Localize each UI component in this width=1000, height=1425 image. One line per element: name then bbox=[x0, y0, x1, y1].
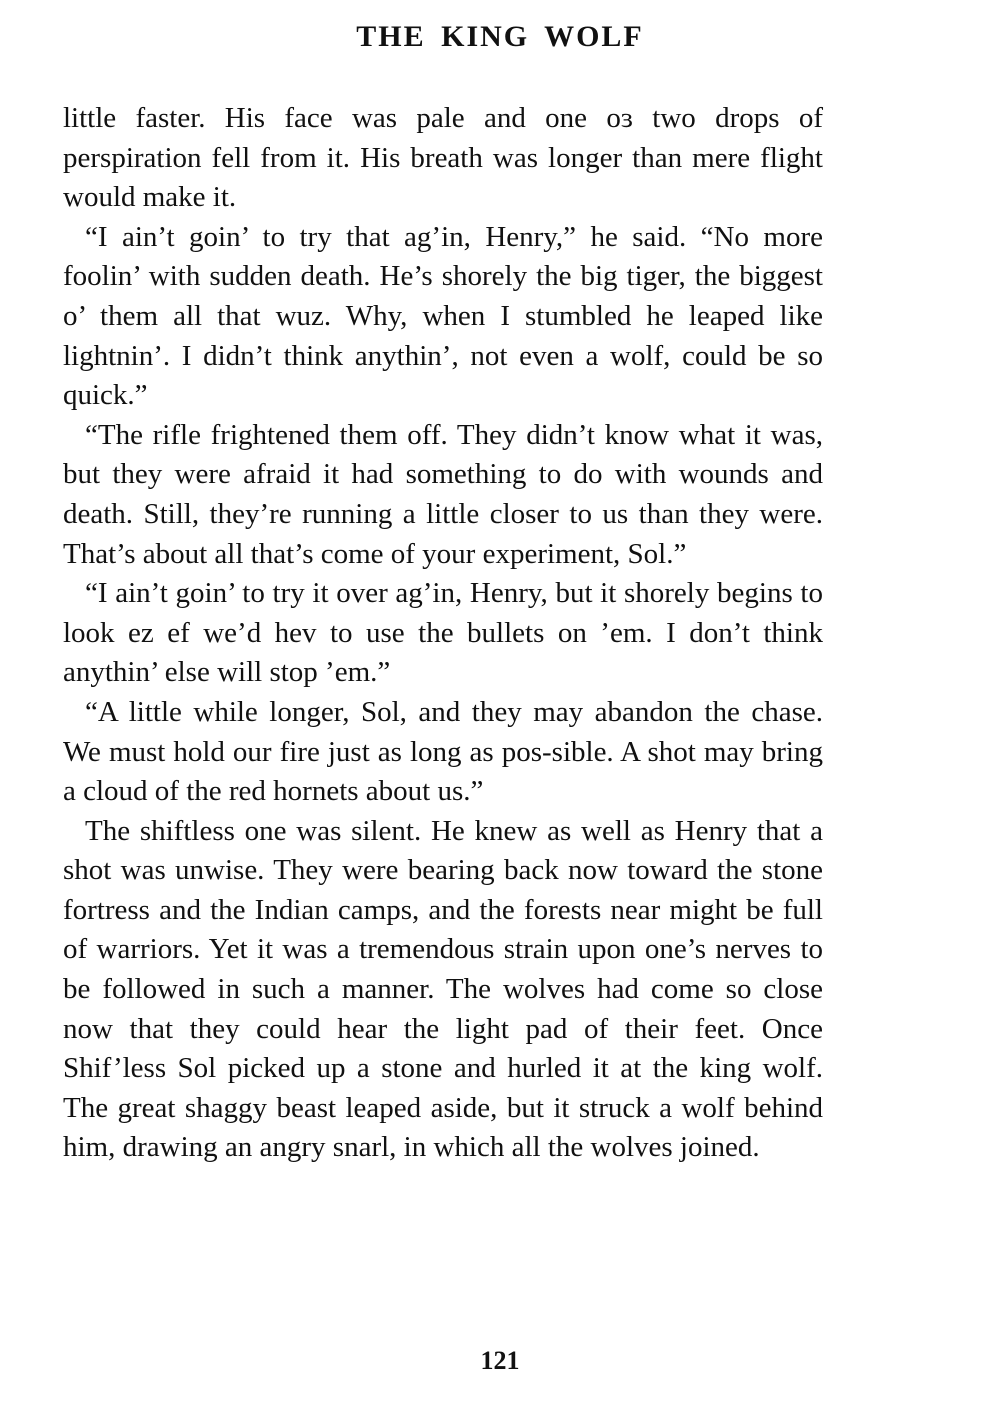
running-head-title: THE KING WOLF bbox=[356, 20, 644, 53]
paragraph-henry-quote-1: “The rifle frightened them off. They didn’t know what it was, but they were afraid it had something to do with wounds and death. Still, they’re running a little closer to us than they were. That’s about all that’s come of your experiment, Sol.” bbox=[63, 418, 823, 570]
paragraph-continuation: little faster. His face was pale and one oɜ two drops of perspiration fell from it. His breath was longer than mere flight would make it. bbox=[63, 102, 823, 214]
paragraph-henry-quote-2: “A little while longer, Sol, and they may abandon the chase. We must hold our fire just as long as pos-sible. A shot may bring a cloud of the red hornets about us.” bbox=[63, 695, 823, 808]
paragraph-sol-quote-1: “I ain’t goin’ to try that ag’in, Henry,” he said. “No more foolin’ with sudden death. He’s shorely the big tiger, the biggest o’ them all that wuz. Why, when I stumbled he leaped like lightnin’. I didn’t think anythin’, not even a wolf, could be so quick.” bbox=[63, 220, 823, 412]
paragraph-sol-quote-2: “I ain’t goin’ to try it over ag’in, Henry, but it shorely begins to look ez ef we’d hev to use the bullets on ’em. I don’t think anythin’ else will stop ’em.” bbox=[63, 577, 823, 689]
body-text bbox=[63, 99, 823, 1168]
paragraph-narration: The shiftless one was silent. He knew as well as Henry that a shot was unwise. They were bearing back now toward the stone fortress and the Indian camps, and the forests near might be full of warriors. Yet it was a tremendous strain upon one’s nerves to be followed in such a manner. The wolves had come so close now that they could hear the light pad of their feet. Once Shif’less Sol picked up a stone and hurled it at the king wolf. The great shaggy beast leaped aside, but it struck a wolf behind him, drawing an angry snarl, in which all the wolves joined. bbox=[63, 814, 823, 1164]
page-number: 121 bbox=[480, 1346, 520, 1375]
